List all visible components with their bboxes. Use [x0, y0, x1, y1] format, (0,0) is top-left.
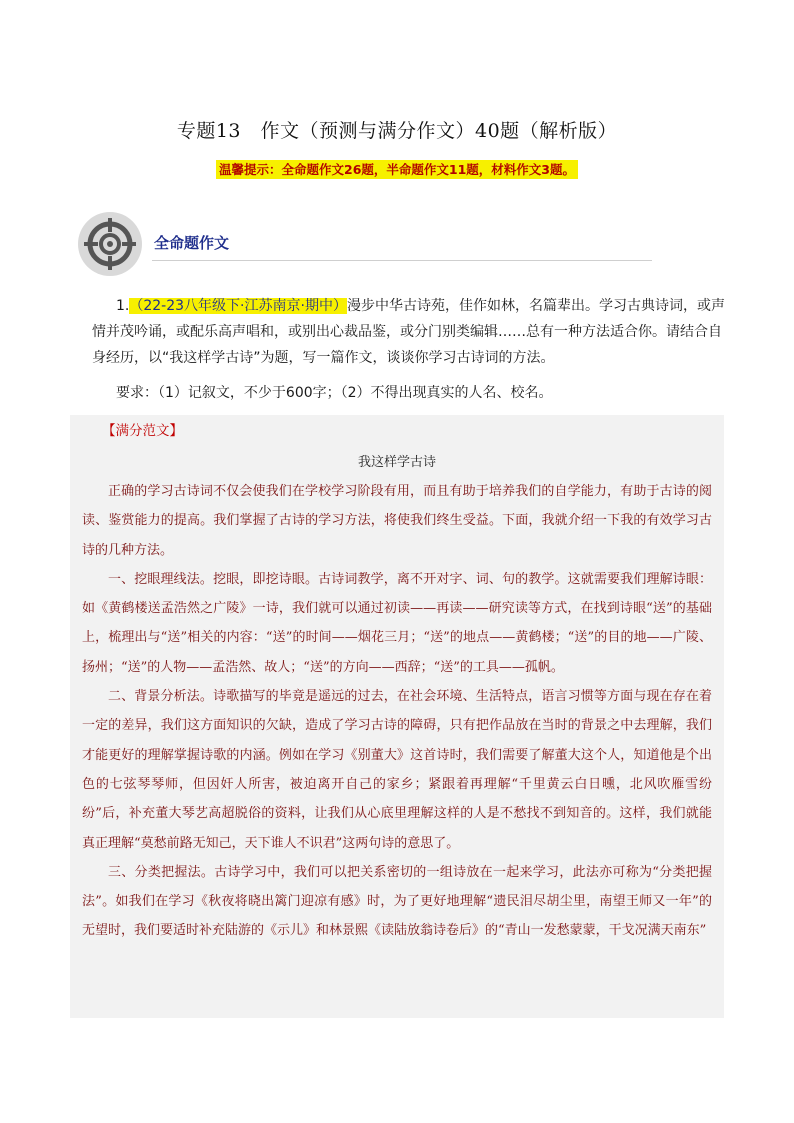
sample-essay-tag: 【满分范文】: [102, 423, 183, 439]
question-number: 1.: [116, 298, 130, 314]
question-prompt: [92, 293, 732, 371]
tip-text: 温馨提示：全命题作文26题，半命题作文11题，材料作文3题。: [216, 160, 578, 179]
sample-essay-title: 我这样学古诗: [357, 455, 436, 470]
essay-paragraph: 一、挖眼理线法。挖眼，即挖诗眼。古诗词教学，离不开对字、词、句的教学。这就需要我们理解诗眼：如《黄鹤楼送孟浩然之广陵》一诗，我们就可以通过初读——再读——研究读等方式，在找到诗眼“送”的基础上，梳理出与“送”相关的内容：“送”的时间——烟花三月；“送”的地点——黄鹤楼；“送”的目的地——广陵、扬州；“送”的人物——孟浩然、故人；“送”的方向——西辞；“送”的工具——孤帆。: [82, 571, 712, 675]
question-source: （22-23八年级下·江苏南京·期中）: [129, 298, 347, 314]
section-divider: [152, 260, 652, 261]
document-title-main: 专题13 作文（预测与满分作文）40题: [176, 120, 520, 142]
document-title: [0, 116, 794, 143]
sample-essay-panel: [70, 415, 724, 1018]
essay-paragraph: 三、分类把握法。古诗学习中，我们可以把关系密切的一组诗放在一起来学习，此法亦可称为“分类把握法”。如我们在学习《秋夜将晓出篱门迎凉有感》时，为了更好地理解“遗民泪尽胡尘里，南望王师又一年”的无望时，我们要适时补充陆游的《示儿》和林景熙《读陆放翁诗卷后》的“青山一发愁蒙蒙，干戈况满天南东”: [82, 864, 712, 939]
document-title-suffix: （解析版）: [519, 120, 618, 142]
section-header: [78, 212, 678, 276]
question-block: [92, 293, 732, 406]
essay-paragraph: 正确的学习古诗词不仅会使我们在学校学习阶段有用，而且有助于培养我们的自学能力，有助于古诗的阅读、鉴赏能力的提高。我们掌握了古诗的学习方法，将使我们终生受益。下面，我就介绍一下我的有效学习古诗的几种方法。: [82, 484, 712, 558]
question-text: 漫步中华古诗苑，佳作如林，名篇辈出。学习古典诗词，或声情并茂吟诵，或配乐高声唱和，或别出心裁品鉴，或分门别类编辑……总有一种方法适合你。请结合自身经历，以“我这样学古诗”为题，写一篇作文，谈谈你学习古诗词的方法。: [92, 298, 725, 366]
sample-essay-body: [82, 477, 712, 946]
question-requirement: 要求：（1）记叙文，不少于600字；（2）不得出现真实的人名、校名。: [116, 385, 553, 401]
tip-banner: [0, 159, 794, 178]
essay-paragraph: 二、背景分析法。诗歌描写的毕竟是遥远的过去，在社会环境、生活特点，语言习惯等方面与现在存在着一定的差异，我们这方面知识的欠缺，造成了学习古诗的障碍，只有把作品放在当时的背景之中去理解，我们才能更好的理解掌握诗歌的内涵。例如在学习《别董大》这首诗时，我们需要了解董大这个人，知道他是个出色的七弦琴琴师，但因奸人所害，被迫离开自己的家乡；紧跟着再理解“千里黄云白日曛，北风吹雁雪纷纷”后，补充董大琴艺高超脱俗的资料，让我们从心底里理解这样的人是不愁找不到知音的。这样，我们就能真正理解“莫愁前路无知己，天下谁人不识君”这两句诗的意思了。: [82, 689, 712, 851]
section-title: 全命题作文: [154, 234, 230, 252]
target-icon: [84, 218, 136, 270]
